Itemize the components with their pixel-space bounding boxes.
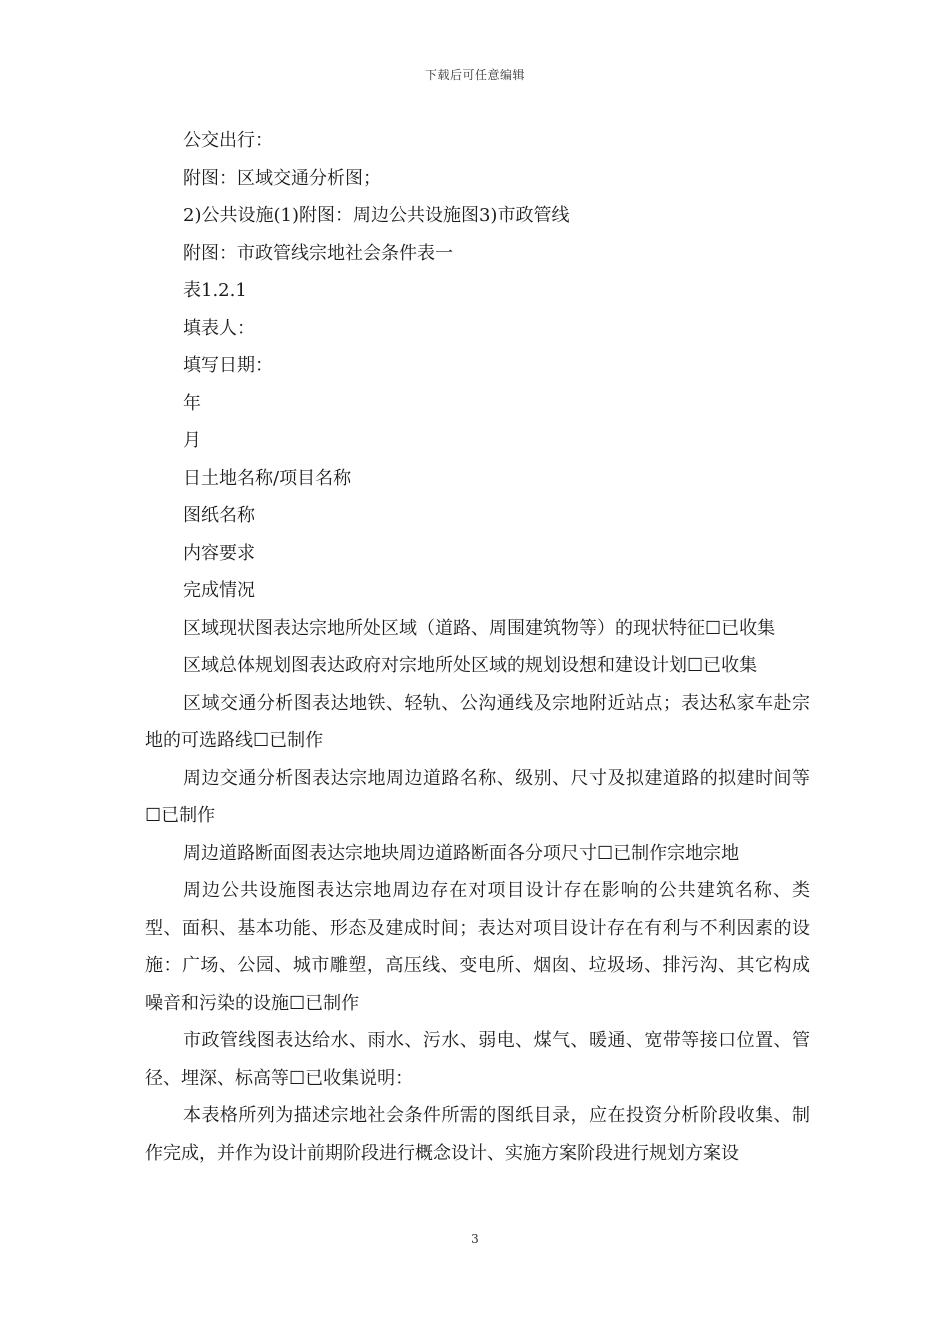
paragraph: 区域交通分析图表达地铁、轻轨、公沟通线及宗地附近站点；表达私家车赴宗地的可选路线☐已制作	[145, 692, 810, 751]
paragraph: 填表人：	[183, 317, 255, 339]
page-header: 下载后可任意编辑	[424, 68, 525, 82]
paragraph: 日土地名称/项目名称	[183, 467, 352, 489]
paragraph: 附图：区域交通分析图；	[183, 167, 381, 189]
page-number: 3	[471, 1232, 479, 1246]
paragraph: 公交出行：	[183, 130, 273, 151]
document-body	[145, 122, 810, 1172]
paragraph: 本表格所列为描述宗地社会条件所需的图纸目录，应在投资分析阶段收集、制作完成，并作为设计前期阶段进行概念设计、实施方案阶段进行规划方案设	[145, 1105, 810, 1164]
paragraph: 年	[183, 392, 201, 414]
paragraph: 周边交通分析图表达宗地周边道路名称、级别、尺寸及拟建道路的拟建时间等☐已制作	[145, 767, 810, 826]
paragraph: 填写日期：	[183, 355, 273, 376]
paragraph: 周边公共设施图表达宗地周边存在对项目设计存在影响的公共建筑名称、类型、面积、基本功能、形态及建成时间；表达对项目设计存在有利与不利因素的设施：广场、公园、城市雕塑，高压线、变电所、烟囱、垃圾场、排污沟、其它构成噪音和污染的设施☐已制作	[145, 880, 810, 1014]
paragraph: 区域总体规划图表达政府对宗地所处区域的规划设想和建设计划☐已收集	[183, 655, 758, 676]
paragraph: 内容要求	[183, 542, 255, 564]
paragraph: 月	[183, 430, 201, 451]
table-caption: 表1.2.1	[183, 280, 247, 301]
paragraph: 市政管线图表达给水、雨水、污水、弱电、煤气、暖通、宽带等接口位置、管径、埋深、标高等☐已收集说明：	[145, 1030, 810, 1089]
paragraph: 图纸名称	[183, 505, 255, 526]
paragraph: 区域现状图表达宗地所处区域（道路、周围建筑物等）的现状特征☐已收集	[183, 617, 776, 639]
paragraph: 完成情况	[183, 580, 255, 601]
paragraph: 2)公共设施(1)附图：周边公共设施图3)市政管线	[183, 205, 570, 226]
paragraph: 附图：市政管线宗地社会条件表一	[183, 242, 453, 264]
paragraph: 周边道路断面图表达宗地块周边道路断面各分项尺寸☐已制作宗地宗地	[183, 842, 740, 864]
